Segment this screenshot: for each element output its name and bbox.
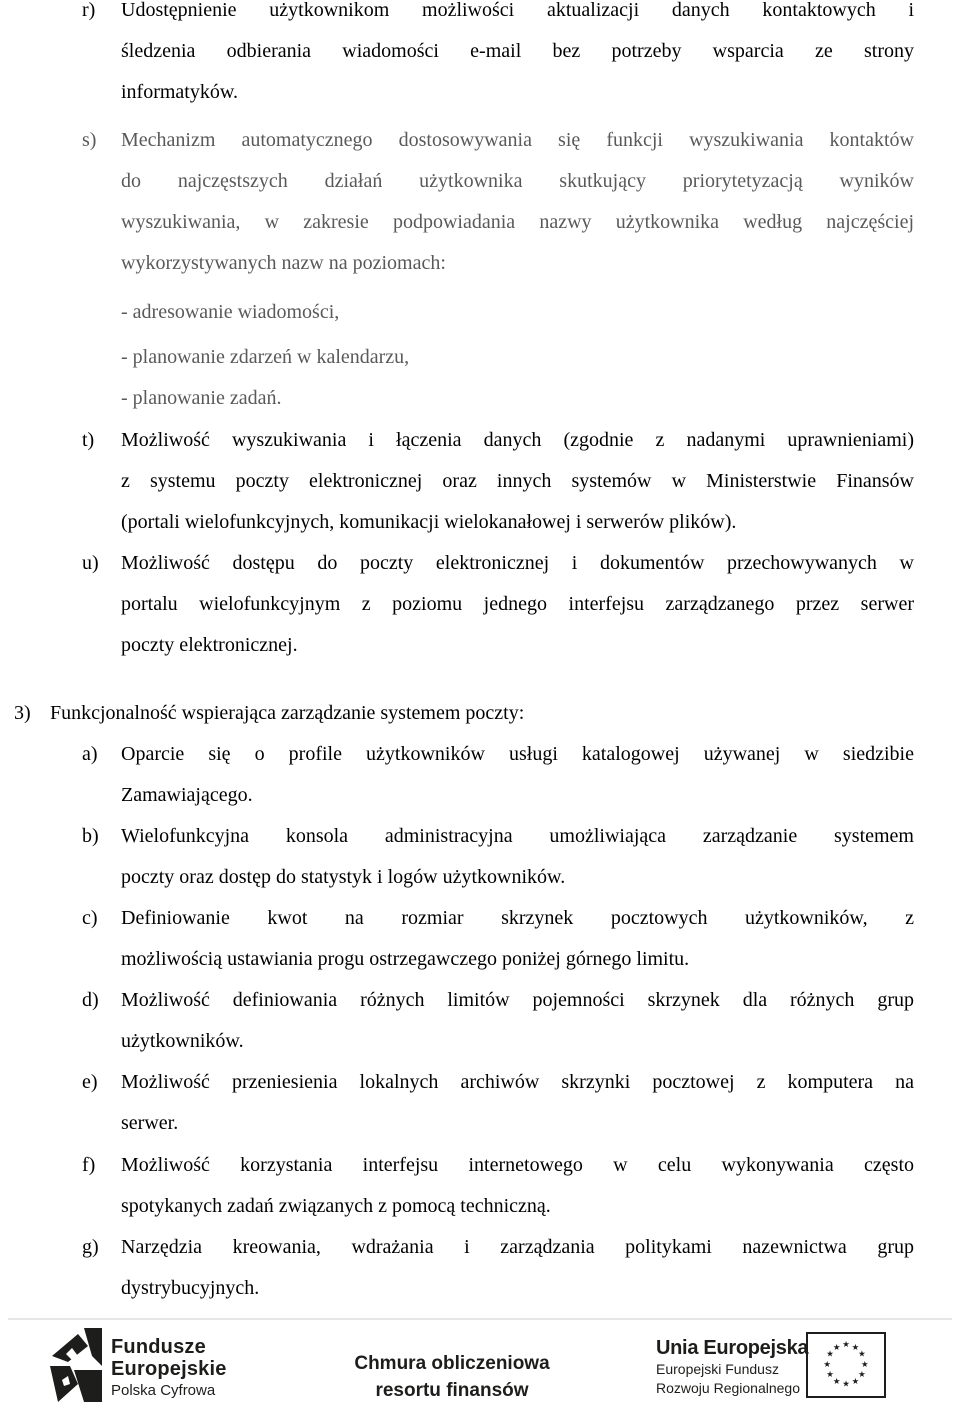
item-line: wykorzystywanych nazw na poziomach: [121, 252, 446, 274]
item-line: spotykanych zadań związanych z pomocą techniczną. [121, 1195, 551, 1217]
item-line: z systemu poczty elektronicznej oraz innych systemów w Ministerstwie Finansów [121, 470, 914, 492]
svg-text:★: ★ [832, 1375, 841, 1386]
svg-text:★: ★ [842, 1339, 850, 1350]
item-line: poczty elektronicznej. [121, 634, 298, 656]
footer-divider [8, 1318, 952, 1320]
fundusze-europejskie-logo-icon [48, 1326, 104, 1404]
item-line: poczty oraz dostęp do statystyk i logów użytkowników. [121, 866, 566, 888]
item-line: Udostępnienie użytkownikom możliwości aktualizacji danych kontaktowych i [121, 0, 914, 21]
section-label: 3) [14, 702, 31, 724]
fe-line2: Europejskie [111, 1358, 227, 1380]
item-line: Możliwość definiowania różnych limitów pojemności skrzynek dla różnych grup [121, 989, 914, 1011]
svg-text:★: ★ [858, 1348, 866, 1359]
svg-text:★: ★ [826, 1348, 834, 1359]
item-label: r) [82, 0, 96, 21]
item-line: (portali wielofunkcyjnych, komunikacji wielokanałowej i serwerów plików). [121, 511, 737, 533]
item-label: t) [82, 429, 95, 451]
item-line: możliwością ustawiania progu ostrzegawczego poniżej górnego limitu. [121, 948, 690, 970]
item-label: b) [82, 825, 99, 847]
svg-text:★: ★ [832, 1341, 841, 1352]
item-line: Możliwość wyszukiwania i łączenia danych (zgodnie z nadanymi uprawnieniami) [121, 429, 914, 451]
unia-europejska-text [656, 1336, 808, 1398]
fe-line3: Polska Cyfrowa [111, 1382, 216, 1399]
svg-text:★: ★ [851, 1341, 860, 1352]
ue-line1: Unia Europejska [656, 1337, 809, 1359]
section-title: Funkcjonalność wspierająca zarządzanie systemem poczty: [50, 702, 525, 724]
ue-line3: Rozwoju Regionalnego [656, 1380, 800, 1396]
project-title-line1: Chmura obliczeniowa [354, 1353, 550, 1374]
svg-text:★: ★ [851, 1375, 860, 1386]
fundusze-europejskie-text [111, 1336, 227, 1402]
project-title-line2: resortu finansów [375, 1380, 529, 1401]
item-line: Możliwość korzystania interfejsu internetowego w celu wykonywania często [121, 1154, 914, 1176]
item-line: Możliwość dostępu do poczty elektronicznej i dokumentów przechowywanych w [121, 552, 914, 574]
item-line: portalu wielofunkcyjnym z poziomu jednego interfejsu zarządzanego przez serwer [121, 593, 914, 615]
item-line: Definiowanie kwot na rozmiar skrzynek pocztowych użytkowników, z [121, 907, 914, 929]
item-line: śledzenia odbierania wiadomości e-mail bez potrzeby wsparcia ze strony [121, 40, 914, 62]
svg-text:★: ★ [823, 1358, 832, 1369]
item-line: dystrybucyjnych. [121, 1277, 260, 1299]
item-line: Oparcie się o profile użytkowników usługi katalogowej używanej w siedzibie [121, 743, 914, 765]
item-label: g) [82, 1236, 99, 1258]
svg-text:★: ★ [826, 1369, 834, 1380]
svg-text:★: ★ [860, 1358, 869, 1369]
item-label: c) [82, 907, 98, 929]
item-line: użytkowników. [121, 1030, 244, 1052]
item-line: wyszukiwania, w zakresie podpowiadania nazwy użytkownika według najczęściej [121, 211, 914, 233]
item-label: e) [82, 1071, 98, 1093]
sublist-item: - adresowanie wiadomości, [121, 301, 340, 323]
item-label: u) [82, 552, 99, 574]
fe-line1: Fundusze [111, 1336, 206, 1358]
item-label: a) [82, 743, 98, 765]
item-line: Zamawiającego. [121, 784, 253, 806]
item-line: Możliwość przeniesienia lokalnych archiwów skrzynki pocztowej z komputera na [121, 1071, 914, 1093]
item-line: serwer. [121, 1112, 179, 1134]
project-title [330, 1350, 574, 1404]
item-line: Mechanizm automatycznego dostosowywania się funkcji wyszukiwania kontaktów [121, 129, 914, 151]
svg-text:★: ★ [842, 1378, 850, 1389]
item-label: s) [82, 129, 97, 151]
item-line: Narzędzia kreowania, wdrażania i zarządzania politykami nazewnictwa grup [121, 1236, 914, 1258]
sublist-item: - planowanie zdarzeń w kalendarzu, [121, 346, 410, 368]
svg-text:★: ★ [858, 1369, 866, 1380]
item-line: Wielofunkcyjna konsola administracyjna umożliwiająca zarządzanie systemem [121, 825, 914, 847]
item-label: d) [82, 989, 99, 1011]
item-line: informatyków. [121, 81, 239, 103]
item-label: f) [82, 1154, 96, 1176]
eu-flag-icon [806, 1332, 886, 1398]
sublist-item: - planowanie zadań. [121, 387, 282, 409]
ue-line2: Europejski Fundusz [656, 1361, 779, 1377]
item-line: do najczęstszych działań użytkownika skutkujący priorytetyzacją wyników [121, 170, 914, 192]
